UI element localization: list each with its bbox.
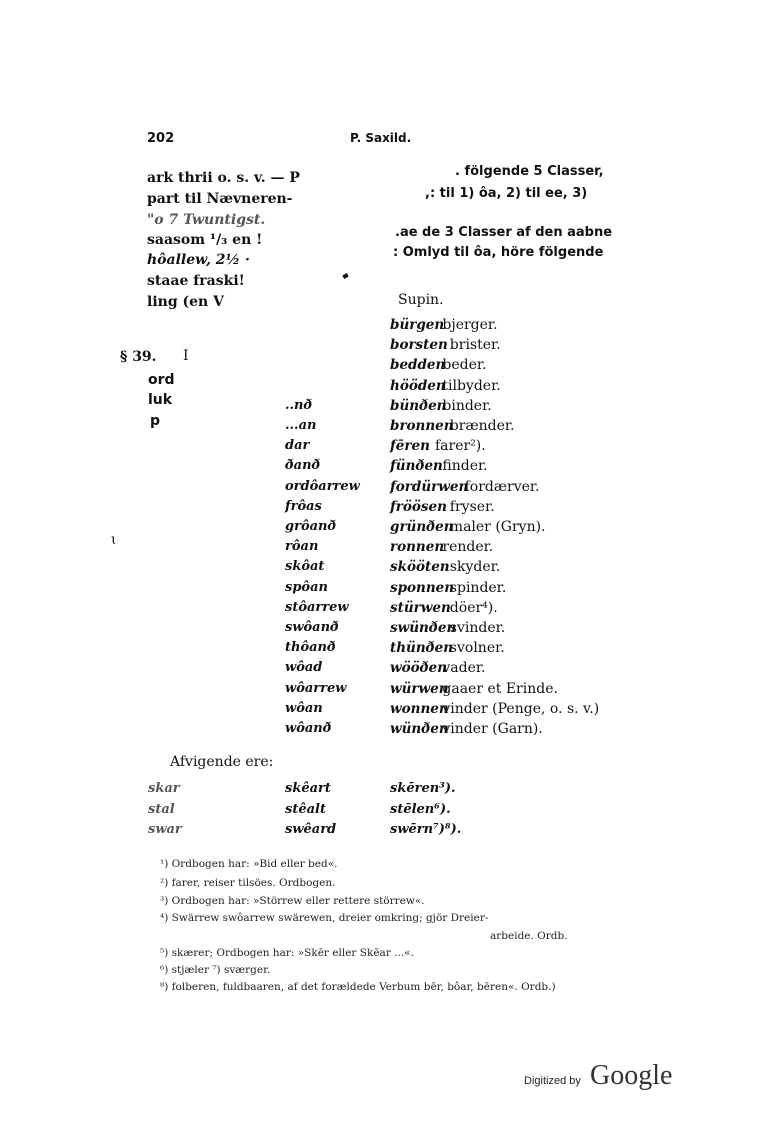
meaning-cell: render.	[442, 539, 494, 556]
preterite-cell: rôan	[285, 539, 319, 555]
preterite-cell: dar	[285, 438, 310, 454]
irregular-preterite: swêard	[285, 822, 337, 837]
meaning-cell: farer²).	[435, 438, 486, 455]
meaning-cell: vinder (Penge, o. s. v.)	[442, 700, 600, 717]
supin-cell: hööden	[390, 377, 446, 394]
irregular-supin: swērn⁷)⁸).	[390, 822, 462, 837]
meaning-cell: spinder.	[449, 579, 507, 596]
ink-smudge	[342, 273, 348, 279]
supin-cell: wööðen	[390, 660, 448, 677]
supin-cell: stürwen	[390, 599, 451, 616]
left-fragment-line: "o 7 Twuntigst.	[147, 212, 266, 228]
section-mark: § 39.	[120, 349, 157, 365]
footnote-line: ⁴) Swärrew swôarrew swärewen, dreier omkring; gjör Dreier-	[160, 912, 489, 924]
left-fragment-line: ark thrii o. s. v. — P	[147, 170, 300, 186]
digitized-by-label: Digitized by	[524, 1075, 581, 1087]
supin-cell: bürgen	[390, 317, 445, 333]
subheading: Afvigende ere:	[170, 754, 274, 770]
supin-cell: bedden	[390, 357, 446, 374]
irregular-preterite: skêart	[285, 781, 331, 796]
meaning-cell: brænder.	[449, 418, 515, 434]
supin-cell: borsten	[390, 337, 448, 354]
supin-cell: wonnen	[390, 700, 449, 717]
meaning-cell: svolner.	[449, 640, 505, 657]
meaning-cell: vinder (Garn).	[442, 721, 543, 737]
left-fragment-line: ling (en V	[147, 294, 224, 310]
right-fragment-line: . fölgende 5 Classer,	[455, 164, 604, 179]
supin-cell: sponnen	[390, 579, 455, 596]
preterite-cell: frôas	[285, 498, 322, 514]
google-logo: Google	[590, 1060, 673, 1091]
left-fragment-line: staae fraski!	[147, 273, 245, 289]
right-fragment-line: .ae de 3 Classer af den aabne	[395, 225, 613, 240]
footnote-line: ⁵) skærer; Ordbogen har: »Skēr eller Skēar ...«.	[160, 947, 414, 959]
supin-cell: swünðen	[390, 620, 457, 636]
preterite-cell: wôarrew	[285, 680, 347, 696]
supin-cell: fröösen	[390, 498, 447, 515]
supin-cell: ronnen	[390, 539, 445, 556]
preterite-cell: ordôarrew	[285, 478, 360, 494]
right-fragment-line: ,: til 1) ôa, 2) til ee, 3)	[425, 186, 588, 201]
irregular-preterite: stêalt	[285, 802, 326, 817]
footnote-line: ³) Ordbogen har: »Störrew eller rettere störrew«.	[160, 895, 425, 907]
meaning-cell: bjerger.	[442, 317, 498, 333]
preterite-cell: ...an	[285, 418, 317, 433]
footnote-line: ⁶) stjæler ⁷) sværger.	[160, 964, 271, 976]
left-word-ord: ord	[148, 372, 175, 388]
left-word-luk: luk	[148, 392, 173, 408]
meaning-cell: maler (Gryn).	[449, 519, 546, 535]
preterite-cell: ðanð	[285, 458, 321, 474]
preterite-cell: skôat	[285, 559, 325, 575]
preterite-cell: wôan	[285, 700, 323, 716]
meaning-cell: skyder.	[449, 559, 501, 576]
supin-heading: Supin.	[398, 292, 444, 308]
left-fragment-line: part til Nævneren-	[147, 191, 293, 207]
meaning-cell: beder.	[442, 357, 487, 374]
meaning-cell: fordærver.	[464, 478, 540, 495]
left-word-p: p	[150, 413, 161, 429]
meaning-cell: gaaer et Erinde.	[442, 680, 558, 697]
right-fragment-line: : Omlyd til ôa, höre fölgende	[393, 245, 604, 260]
irregular-infinitive: skar	[148, 781, 180, 796]
meaning-cell: vader.	[442, 660, 486, 677]
meaning-cell: fryser.	[449, 498, 495, 515]
supin-cell: fünðen	[390, 458, 443, 475]
supin-cell: bronnen	[390, 418, 454, 434]
irregular-infinitive: swar	[148, 822, 182, 837]
preterite-cell: wôad	[285, 660, 323, 676]
meaning-cell: svinder.	[449, 620, 506, 636]
meaning-cell: binder.	[442, 397, 492, 414]
preterite-cell: wôanð	[285, 721, 332, 736]
side-mark: ɩ	[111, 532, 117, 548]
supin-cell: wünðen	[390, 721, 449, 737]
supin-cell: würwen	[390, 680, 449, 697]
supin-cell: thünðen	[390, 640, 454, 657]
supin-cell: fordürwen	[390, 478, 469, 495]
preterite-cell: ..nð	[285, 397, 313, 413]
running-title: P. Saxild.	[350, 131, 412, 145]
footnote-line: arbeide. Ordb.	[490, 930, 568, 942]
meaning-cell: finder.	[442, 458, 488, 475]
stray-letter: I	[183, 348, 189, 364]
left-fragment-line: hôallew, 2½ ·	[147, 252, 250, 268]
meaning-cell: brister.	[449, 337, 501, 354]
irregular-supin: stēlen⁶).	[390, 802, 451, 817]
preterite-cell: stôarrew	[285, 599, 349, 615]
meaning-cell: tilbyder.	[442, 377, 501, 394]
irregular-supin: skēren³).	[390, 781, 456, 796]
footnote-line: ¹) Ordbogen har: »Bid eller bed«.	[160, 858, 338, 870]
footnote-line: ²) farer, reiser tilsöes. Ordbogen.	[160, 877, 336, 889]
left-fragment-line: saasom ¹/₃ en !	[147, 232, 263, 248]
supin-cell: skööten	[390, 559, 450, 576]
irregular-infinitive: stal	[148, 802, 175, 817]
meaning-cell: döer⁴).	[449, 599, 498, 616]
supin-cell: grünðen	[390, 519, 454, 535]
preterite-cell: spôan	[285, 579, 328, 595]
preterite-cell: thôanð	[285, 640, 336, 656]
preterite-cell: swôanð	[285, 620, 339, 635]
page-number: 202	[147, 131, 175, 146]
preterite-cell: grôanð	[285, 519, 337, 534]
supin-cell: fēren	[390, 438, 430, 455]
footnote-line: ⁸) folberen, fuldbaaren, af det forældede Verbum bēr, bôar, bēren«. Ordb.)	[160, 981, 556, 993]
supin-cell: bünðen	[390, 397, 447, 414]
